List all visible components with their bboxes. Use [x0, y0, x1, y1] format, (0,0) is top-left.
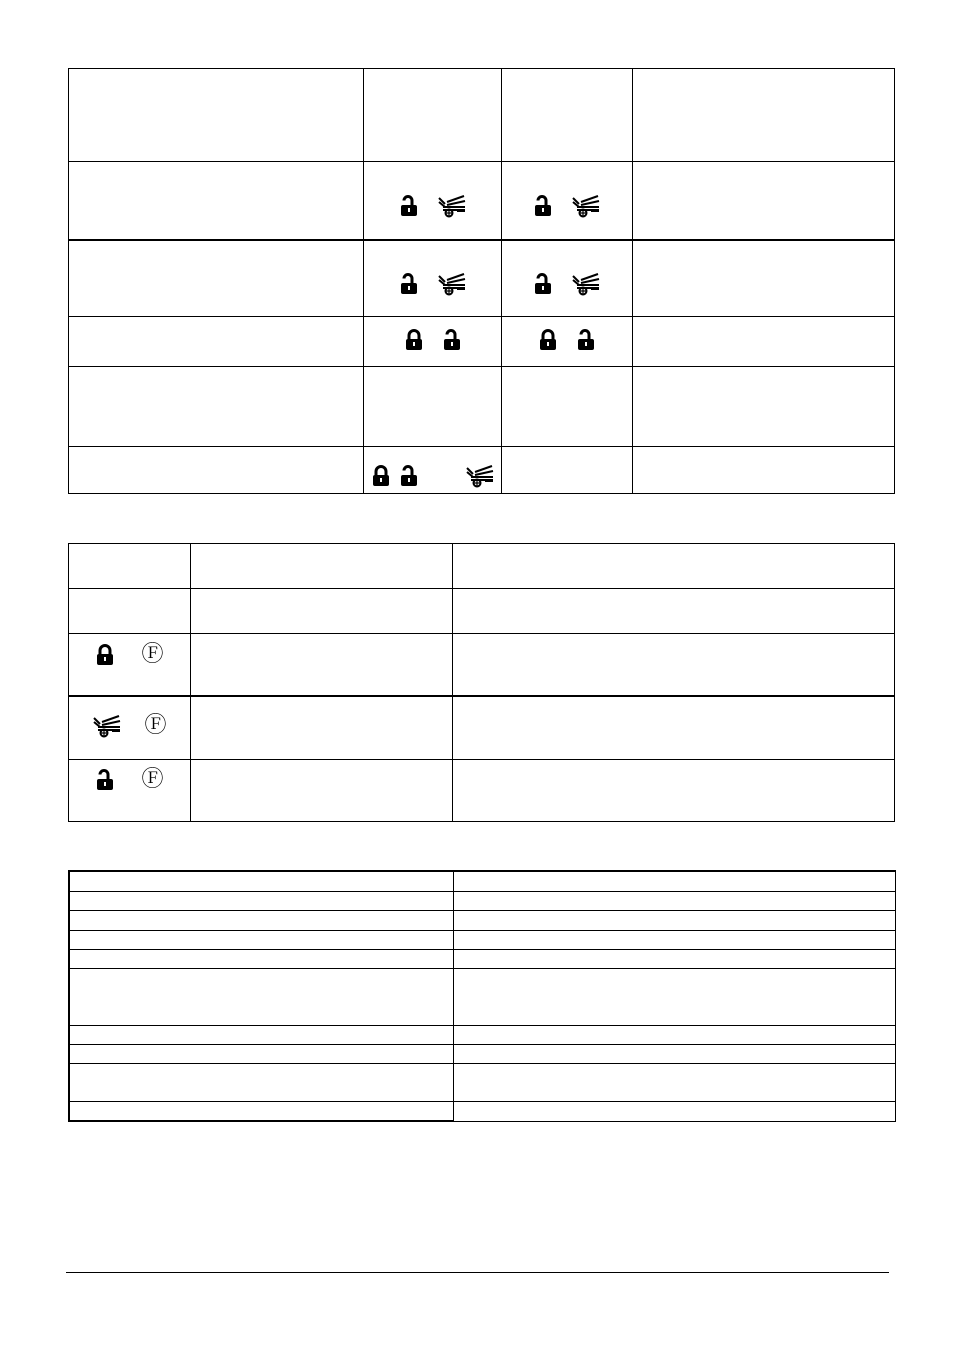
- table-row: [69, 69, 895, 162]
- table-cell: [453, 1044, 895, 1063]
- table-cell: [191, 589, 453, 634]
- lock-open-icon: [399, 273, 419, 295]
- table-cell: [69, 949, 453, 968]
- lock-open-icon: [576, 329, 596, 351]
- table-cell: [69, 1025, 453, 1044]
- lock-closed-icon: [95, 644, 115, 666]
- lock-open-icon: [399, 465, 419, 487]
- car-trunk-icon: [92, 714, 122, 738]
- lock-open-icon: [95, 769, 115, 791]
- table-cell: [453, 930, 895, 949]
- car-trunk-icon: [437, 194, 467, 218]
- table-row: [69, 910, 895, 930]
- table-row: [69, 1044, 895, 1063]
- table-cell: [69, 968, 453, 1025]
- table-cell: [364, 69, 502, 162]
- table-row: [69, 447, 895, 494]
- table-row: [69, 968, 895, 1025]
- table-cell: [453, 1025, 895, 1044]
- table-cell: [191, 544, 453, 589]
- lock-open-icon: [399, 195, 419, 217]
- table-row: [69, 891, 895, 910]
- table-cell: [453, 871, 895, 891]
- car-trunk-icon: [465, 464, 495, 488]
- table-row: [69, 1025, 895, 1044]
- table-row: [69, 1063, 895, 1101]
- table-row: [69, 367, 895, 447]
- table-cell: [69, 1044, 453, 1063]
- lock-open-icon: [533, 195, 553, 217]
- table-cell: [69, 240, 364, 317]
- table-cell: [69, 634, 191, 696]
- table-cell: [502, 162, 633, 240]
- table-cell: [633, 447, 895, 494]
- table-cell: [502, 317, 633, 367]
- table-cell: [502, 367, 633, 447]
- table-cell: [453, 760, 895, 822]
- remote-functions-table: [68, 68, 895, 494]
- table-row: [69, 1101, 895, 1121]
- table-cell: [453, 589, 895, 634]
- f-circle-icon: Ⓕ: [144, 713, 167, 739]
- table-cell: [453, 910, 895, 930]
- table-cell: [69, 1063, 453, 1101]
- table-cell: [453, 949, 895, 968]
- table-cell: [633, 240, 895, 317]
- f-circle-icon: Ⓕ: [141, 642, 164, 667]
- lock-open-icon: [533, 273, 553, 295]
- lock-closed-icon: [404, 329, 424, 351]
- table-cell: [191, 696, 453, 760]
- table-cell: [69, 871, 453, 891]
- table-cell: [69, 760, 191, 822]
- table-row: [69, 871, 895, 891]
- table-cell: [453, 544, 895, 589]
- table-row: [69, 544, 895, 589]
- f-circle-icon: Ⓕ: [141, 767, 164, 792]
- table-cell: [453, 891, 895, 910]
- table-cell: [69, 1101, 453, 1121]
- car-trunk-icon: [437, 272, 467, 296]
- table-cell: [69, 696, 191, 760]
- table-cell: [69, 589, 191, 634]
- table-cell: [69, 69, 364, 162]
- table-cell: [191, 760, 453, 822]
- table-cell: [633, 162, 895, 240]
- car-trunk-icon: [571, 272, 601, 296]
- table-cell: [364, 162, 502, 240]
- function-key-table: [68, 543, 895, 822]
- table-cell: [633, 317, 895, 367]
- table-row: [69, 930, 895, 949]
- table-cell: [191, 634, 453, 696]
- table-cell: [69, 910, 453, 930]
- table-cell: [69, 367, 364, 447]
- car-trunk-icon: [571, 194, 601, 218]
- table-cell: [364, 317, 502, 367]
- table-row: [69, 317, 895, 367]
- table-cell: [69, 930, 453, 949]
- table-cell: [364, 367, 502, 447]
- table-cell: [69, 447, 364, 494]
- table-cell: [453, 696, 895, 760]
- table-row: [69, 162, 895, 240]
- table-row: [69, 589, 895, 634]
- specifications-table: [68, 870, 896, 1122]
- table-cell: [453, 1063, 895, 1101]
- table-row: [69, 949, 895, 968]
- table-cell: [502, 240, 633, 317]
- table-cell: [453, 968, 895, 1025]
- table-cell: [69, 891, 453, 910]
- lock-closed-icon: [538, 329, 558, 351]
- table-cell: [364, 240, 502, 317]
- table-cell: [633, 367, 895, 447]
- table-cell: [69, 544, 191, 589]
- table-cell: [502, 447, 633, 494]
- table-cell: [364, 447, 502, 494]
- table-cell: [633, 69, 895, 162]
- table-row: [69, 696, 895, 760]
- table-cell: [453, 1101, 895, 1121]
- table-row: [69, 240, 895, 317]
- table-row: [69, 634, 895, 696]
- table-cell: [502, 69, 633, 162]
- footer-divider: [66, 1272, 889, 1273]
- lock-open-icon: [442, 329, 462, 351]
- table-cell: [69, 317, 364, 367]
- lock-closed-icon: [371, 465, 391, 487]
- table-cell: [453, 634, 895, 696]
- table-cell: [69, 162, 364, 240]
- table-row: [69, 760, 895, 822]
